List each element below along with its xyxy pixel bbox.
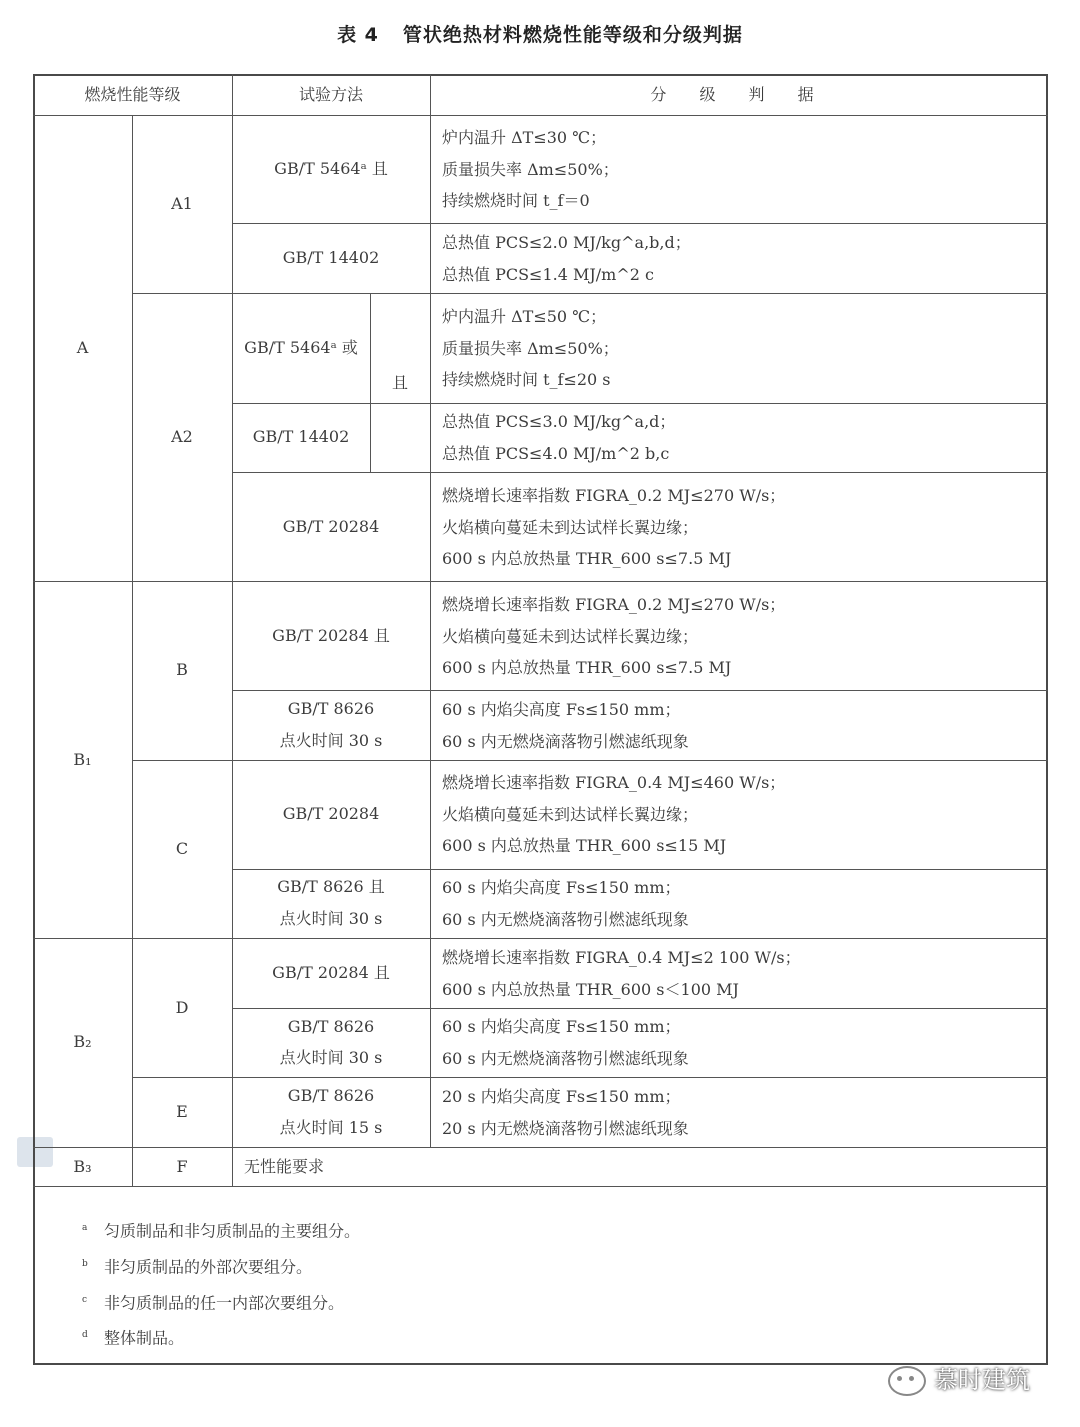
- table-title: [0, 20, 1080, 47]
- header-method: 试验方法: [298, 85, 363, 104]
- method-a2-2: GB/T 14402: [252, 427, 350, 446]
- criteria-e-1: [442, 1081, 689, 1144]
- method-d-2-line2: 点火时间 30 s: [279, 1048, 383, 1067]
- footnote-text: 非匀质制品的任一内部次要组分。: [104, 1292, 345, 1312]
- row-line: [33, 581, 1048, 582]
- notes-divider: [33, 1186, 1048, 1187]
- grade-b1: B₁: [73, 750, 92, 769]
- criteria-line: 60 s 内焰尖高度 Fs≤150 mm；: [442, 700, 681, 719]
- wechat-icon: [888, 1366, 926, 1396]
- criteria-a1-1: [442, 122, 619, 217]
- criteria-line: 20 s 内无燃烧滴落物引燃滤纸现象: [442, 1118, 689, 1138]
- method-a2-1: GB/T 5464ᵃ 或: [244, 338, 358, 357]
- criteria-line: 火焰横向蔓延未到达试样长翼边缘；: [442, 517, 699, 537]
- footnote-mark: d: [82, 1330, 88, 1341]
- method-c-2-line2: 点火时间 30 s: [279, 909, 383, 928]
- method-c-1: GB/T 20284: [282, 804, 380, 823]
- row-line: [232, 472, 1048, 473]
- table-caption: 管状绝热材料燃烧性能等级和分级判据: [402, 24, 743, 46]
- footnote-text: 整体制品。: [104, 1328, 185, 1348]
- row-line: [232, 869, 1048, 870]
- row-line: [132, 1077, 1048, 1078]
- method-a2-3: GB/T 20284: [282, 517, 380, 536]
- grade-a: A: [76, 338, 89, 357]
- criteria-line: 炉内温升 ΔT≤30 ℃；: [442, 128, 607, 147]
- criteria-line: 燃烧增长速率指数 FIGRA_0.4 MJ≤2 100 W/s；: [442, 948, 801, 967]
- criteria-line: 总热值 PCS≤1.4 MJ/m^2 c: [442, 264, 654, 284]
- criteria-a2-1: [442, 301, 619, 396]
- col-line: [132, 115, 133, 1186]
- footnote: [82, 1284, 360, 1320]
- footnote-mark: b: [82, 1258, 88, 1269]
- watermark-text: 慕时建筑: [934, 1366, 1030, 1394]
- method-e-line1: GB/T 8626: [287, 1086, 375, 1105]
- criteria-d-1: [442, 942, 801, 1005]
- criteria-line: 600 s 内总放热量 THR_600 s≤7.5 MJ: [442, 549, 732, 568]
- watermark: [888, 1360, 1030, 1396]
- method-b-2-line2: 点火时间 30 s: [279, 731, 383, 750]
- method-e-line2: 点火时间 15 s: [279, 1118, 383, 1137]
- criteria-line: 600 s 内总放热量 THR_600 s≤15 MJ: [442, 836, 727, 855]
- criteria-line: 炉内温升 ΔT≤50 ℃；: [442, 307, 607, 326]
- criteria-line: 燃烧增长速率指数 FIGRA_0.2 MJ≤270 W/s；: [442, 486, 786, 505]
- footnote-mark: a: [82, 1223, 88, 1233]
- criteria-line: 600 s 内总放热量 THR_600 s＜100 MJ: [442, 979, 739, 999]
- row-line: [232, 1008, 1048, 1009]
- footnote-text: 非匀质制品的外部次要组分。: [104, 1257, 313, 1277]
- criteria-line: 总热值 PCS≤3.0 MJ/kg^a,d；: [442, 412, 676, 431]
- footnote-text: 匀质制品和非匀质制品的主要组分。: [104, 1221, 361, 1241]
- row-line: [232, 403, 1048, 404]
- row-line: [132, 293, 1048, 294]
- grade-b2: B₂: [73, 1032, 92, 1051]
- subgrade-a2: A2: [171, 427, 193, 446]
- subgrade-d: D: [175, 998, 189, 1017]
- method-f-none: 无性能要求: [244, 1157, 325, 1176]
- row-line: [33, 1147, 1048, 1148]
- footnote-mark: c: [82, 1294, 88, 1305]
- method-d-2-line1: GB/T 8626: [287, 1017, 375, 1036]
- criteria-line: 总热值 PCS≤2.0 MJ/kg^a,b,d；: [442, 233, 691, 252]
- criteria-line: 质量损失率 Δm≤50%；: [442, 338, 619, 358]
- method-a1-1: GB/T 5464ᵃ 且: [274, 159, 388, 178]
- col-line: [430, 74, 431, 1147]
- criteria-a2-3: [442, 480, 785, 575]
- criteria-d-2: [442, 1011, 689, 1074]
- method-c-2-line1: GB/T 8626 且: [277, 877, 385, 896]
- criteria-line: 持续燃烧时间 t_f＝0: [442, 191, 590, 210]
- grade-b3: B₃: [73, 1157, 92, 1176]
- criteria-a2-2: [442, 406, 675, 469]
- subgrade-b: B: [176, 660, 188, 679]
- footnote: [82, 1319, 360, 1355]
- header-grade: 燃烧性能等级: [84, 85, 181, 104]
- criteria-b-2: [442, 694, 689, 757]
- criteria-line: 燃烧增长速率指数 FIGRA_0.2 MJ≤270 W/s；: [442, 595, 786, 614]
- criteria-line: 60 s 内无燃烧滴落物引燃滤纸现象: [442, 731, 689, 751]
- criteria-line: 质量损失率 Δm≤50%；: [442, 159, 619, 179]
- header-criteria: 分 级 判 据: [650, 85, 828, 104]
- method-b-2-line1: GB/T 8626: [287, 699, 375, 718]
- criteria-b-1: [442, 589, 785, 684]
- criteria-c-2: [442, 872, 689, 935]
- criteria-a1-2: [442, 227, 691, 290]
- criteria-line: 60 s 内焰尖高度 Fs≤150 mm；: [442, 878, 681, 897]
- row-line: [33, 938, 1048, 939]
- criteria-line: 持续燃烧时间 t_f≤20 s: [442, 370, 611, 389]
- criteria-line: 火焰横向蔓延未到达试样长翼边缘；: [442, 804, 699, 824]
- method-a1-2: GB/T 14402: [282, 248, 380, 267]
- criteria-line: 60 s 内无燃烧滴落物引燃滤纸现象: [442, 909, 689, 929]
- subgrade-e: E: [176, 1102, 188, 1121]
- header-divider: [33, 115, 1048, 116]
- row-line: [232, 223, 1048, 224]
- footnote: [82, 1248, 360, 1284]
- criteria-line: 火焰横向蔓延未到达试样长翼边缘；: [442, 626, 699, 646]
- method-d-1: GB/T 20284 且: [272, 963, 390, 982]
- footnotes: [82, 1212, 360, 1355]
- footnote: [82, 1212, 360, 1248]
- criteria-line: 燃烧增长速率指数 FIGRA_0.4 MJ≤460 W/s；: [442, 773, 786, 792]
- criteria-c-1: [442, 767, 785, 862]
- method-b-1: GB/T 20284 且: [272, 626, 390, 645]
- criteria-line: 600 s 内总放热量 THR_600 s≤7.5 MJ: [442, 658, 732, 677]
- table-number: 表 4: [337, 24, 379, 46]
- subgrade-a1: A1: [171, 194, 193, 213]
- criteria-line: 60 s 内无燃烧滴落物引燃滤纸现象: [442, 1048, 689, 1068]
- criteria-line: 60 s 内焰尖高度 Fs≤150 mm；: [442, 1017, 681, 1036]
- criteria-line: 20 s 内焰尖高度 Fs≤150 mm；: [442, 1087, 681, 1106]
- row-line: [232, 690, 1048, 691]
- criteria-line: 总热值 PCS≤4.0 MJ/m^2 b,c: [442, 443, 670, 463]
- subgrade-c: C: [175, 839, 189, 858]
- row-line: [132, 760, 1048, 761]
- method-a2-and: 且: [391, 373, 408, 392]
- subgrade-f: F: [176, 1157, 188, 1176]
